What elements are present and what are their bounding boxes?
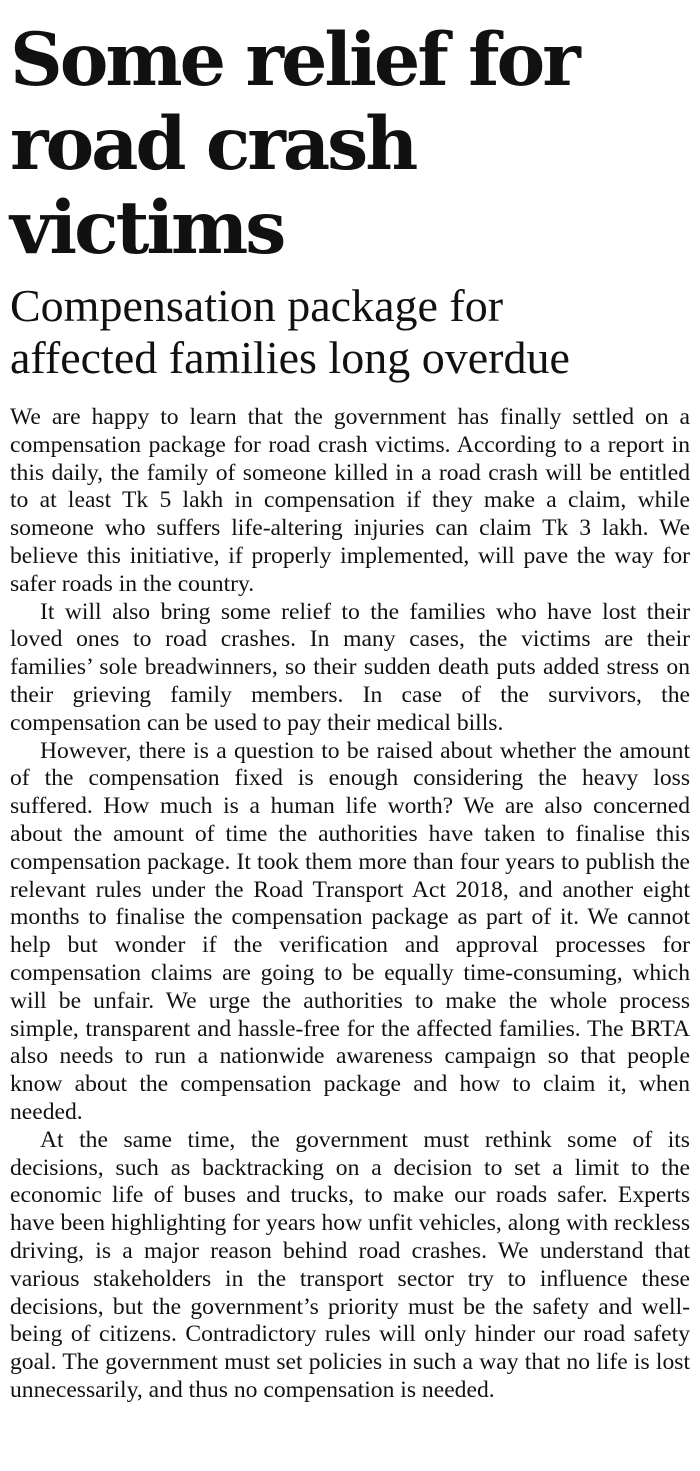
headline-line-2: road crash victims [10,101,416,271]
headline-line-1: Some relief for [10,17,578,103]
subhead-line-1: Compensation package for [10,280,504,331]
paragraph-2: It will also bring some relief to the families who have lost their loved ones to road crashes. In many cases, the victims are their families’ sole breadwinners, so their sudden death puts added stress on their grieving family members. In case of the survivors, the compensation can be used to pay their medical bills. [10,598,690,736]
paragraph-3: However, there is a question to be raised about whether the amount of the compensation fixed is enough considering the heavy loss suffered. How much is a human life worth? We are also concerned about the amount of time the authorities have taken to finalise this compensation package. It took them more than four years to publish the relevant rules under the Road Transport Act 2018, and another eight months to finalise the compensation package as part of it. We cannot help but wonder if the verification and approval processes for compensation claims are going to be equally time-consuming, which will be unfair. We urge the authorities to make the whole process simple, transparent and hassle-free for the affected families. The BRTA also needs to run a nationwide awareness campaign so that people know about the compensation package and how to claim it, when needed. [10,737,690,1125]
headline [10,18,690,270]
paragraph-4: At the same time, the government must rethink some of its decisions, such as backtracking on a decision to set a limit to the economic life of buses and trucks, to make our roads safer. Experts have been highlighting for years how unfit vehicles, along with reckless driving, is a major reason behind road crashes. We understand that various stakeholders in the transport sector try to influence these decisions, but the government’s priority must be the safety and well-being of citizens. Contradictory rules will only hinder our road safety goal. The government must set policies in such a way that no life is lost unnecessarily, and thus no compensation is needed. [10,1126,690,1403]
subhead-line-2: affected families long overdue [10,332,570,383]
editorial-article [10,0,690,1405]
paragraph-1: We are happy to learn that the government has finally settled on a compensation package for road crash victims. According to a report in this daily, the family of someone killed in a road crash will be entitled to at least Tk 5 lakh in compensation if they make a claim, while someone who suffers life-altering injuries can claim Tk 3 lakh. We believe this initiative, if properly implemented, will pave the way for safer roads in the country. [10,404,690,597]
subheadline [10,280,690,384]
article-body [10,404,690,1405]
